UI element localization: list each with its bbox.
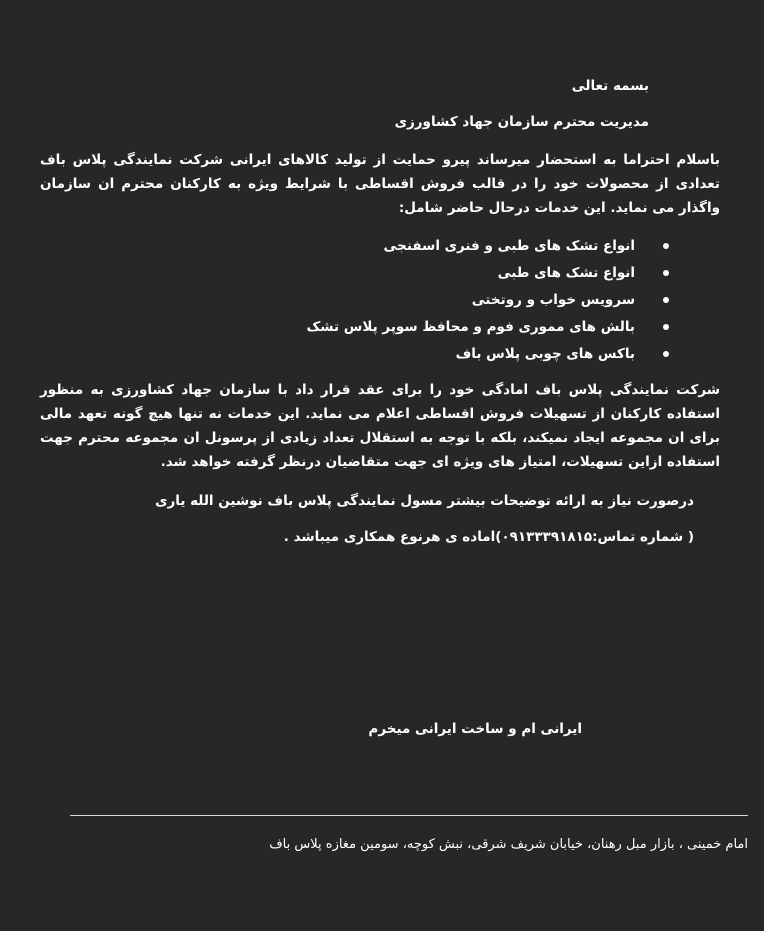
bullet-icon — [663, 243, 669, 249]
signature-slogan: ایرانی ام و ساخت ایرانی میخرم — [368, 721, 582, 737]
product-label: بالش های مموری فوم و محافظ سوپر پلاس تشک — [306, 318, 635, 335]
salutation: بسمه تعالی — [571, 78, 649, 94]
list-item — [306, 340, 669, 367]
product-label: باکس های چوبی پلاس باف — [455, 345, 635, 362]
bullet-icon — [663, 297, 669, 303]
product-label: انواع تشک های طبی و فنری اسفنجی — [383, 237, 635, 254]
intro-paragraph: باسلام احتراما به استحضار میرساند پیرو حمایت از تولید کالاهای ایرانی شرکت نمایندگی پلاس باف تعدادی از محصولات خود را در قالب فروش اقساطی با شرایط ویژه به کارکنان محترم ان سازمان واگذار می نماید. این خدمات درحال حاضر شامل: — [40, 152, 720, 216]
contact-line: درصورت نیاز به ارائه توضیحات بیشتر مسول نمایندگی پلاس باف نوشین الله یاری — [155, 493, 694, 509]
recipient-line: مدیریت محترم سازمان جهاد کشاورزی — [394, 114, 649, 130]
bullet-icon — [663, 270, 669, 276]
footer-address: امام خمینی ، بازار مبل رهنان، خیابان شریف شرقی، نبش کوچه، سومین مغازه پلاس باف — [269, 837, 748, 852]
product-list — [306, 232, 669, 367]
product-label: سرویس خواب و روتختی — [471, 291, 635, 308]
list-item — [306, 286, 669, 313]
list-item — [306, 259, 669, 286]
list-item — [306, 313, 669, 340]
body-paragraph: شرکت نمایندگی پلاس باف امادگی خود را برای عقد قرار داد با سازمان جهاد کشاورزی به منظور استفاده کارکنان از تسهیلات فروش اقساطی اعلام می نماید. این خدمات نه تنها هیچ گونه تعهد مالی برای ان مجموعه ایجاد نمیکند، بلکه با توجه به استقلال تعداد زیادی از پرسونل ان مجموعه محترم جهت استفاده ازاین تسهیلات، امتیاز های ویژه ای جهت متقاضیان درنظر گرفته خواهد شد. — [40, 382, 720, 470]
footer-divider — [70, 815, 748, 816]
list-item — [306, 232, 669, 259]
bullet-icon — [663, 351, 669, 357]
phone-line: ( شماره تماس:۰۹۱۳۳۳۹۱۸۱۵)اماده ی هرنوع همکاری میباشد . — [283, 529, 694, 545]
product-label: انواع تشک های طبی — [497, 264, 635, 281]
bullet-icon — [663, 324, 669, 330]
